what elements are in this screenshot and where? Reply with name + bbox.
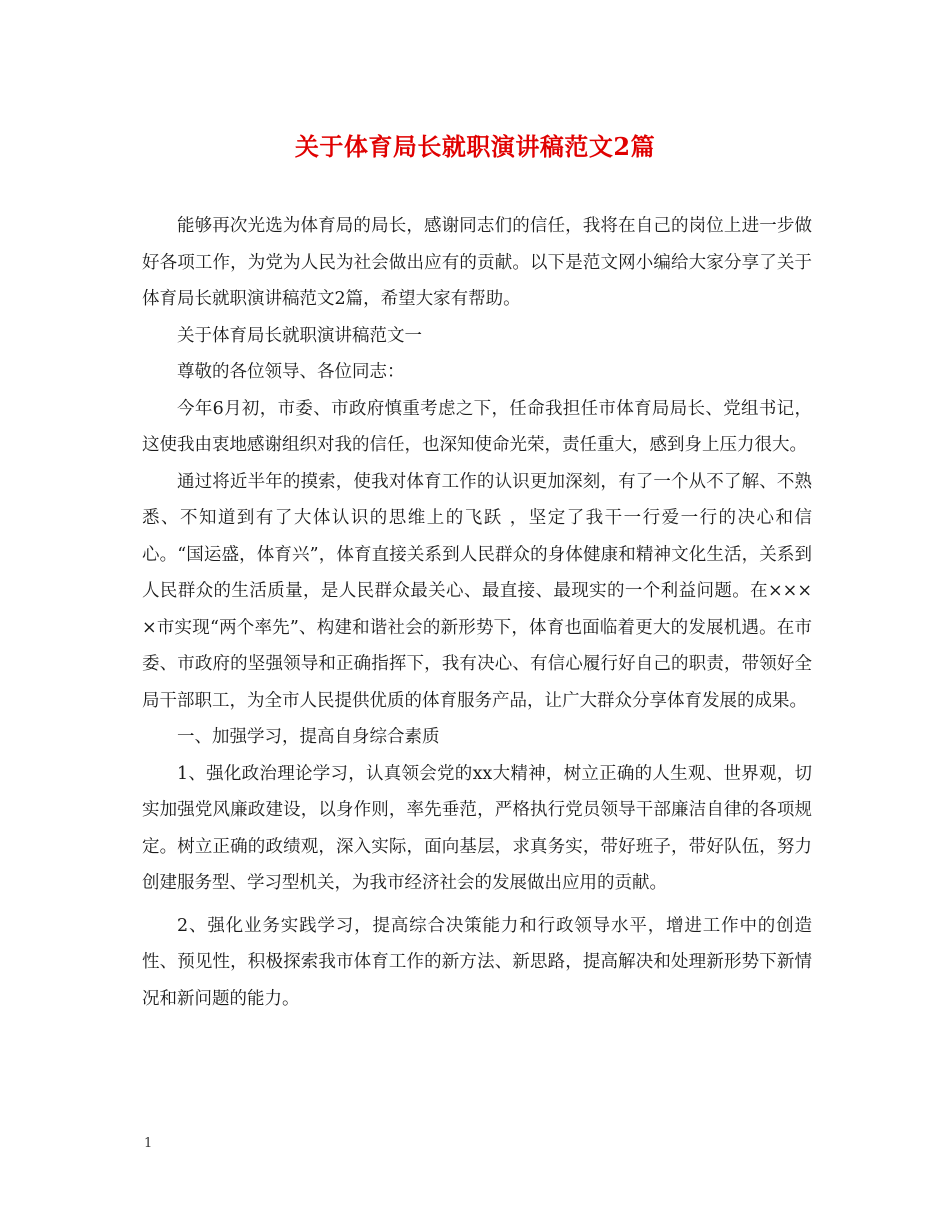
section-heading-study: 一、加强学习，提高自身综合素质 [177, 727, 440, 747]
body-paragraph: 今年6月初，市委、市政府慎重考虑之下，任命我担任市体育局局长、党组书记，这使我由衷地感谢组织对我的信任，也深知使命光荣，责任重大，感到身上压力很大。 [142, 398, 812, 455]
salutation: 尊敬的各位领导、各位同志： [177, 362, 405, 382]
document-body [142, 208, 812, 1017]
document-title: 关于体育局长就职演讲稿范文2篇 [294, 132, 656, 161]
section-heading-speech-one: 关于体育局长就职演讲稿范文一 [177, 325, 422, 346]
list-item-practice-study: 2、强化业务实践学习，提高综合决策能力和行政领导水平，增进工作中的创造性、预见性，积极探索我市体育工作的新方法、新思路，提高解决和处理新形势下新情况和新问题的能力。 [142, 915, 812, 1009]
page-number: 1 [144, 1136, 153, 1151]
intro-paragraph: 能够再次光选为体育局的局长，感谢同志们的信任，我将在自己的岗位上进一步做好各项工作，为党为人民为社会做出应有的贡献。以下是范文网小编给大家分享了关于体育局长就职演讲稿范文2篇，希望大家有帮助。 [142, 216, 812, 309]
list-item-political-study: 1、强化政治理论学习，认真领会党的xx大精神，树立正确的人生观、世界观，切实加强党风廉政建设，以身作则，率先垂范，严格执行党员领导干部廉洁自律的各项规定。树立正确的政绩观，深入实际，面向基层，求真务实，带好班子，带好队伍，努力创建服务型、学习型机关，为我市经济社会的发展做出应用的贡献。 [142, 763, 812, 893]
body-paragraph: 通过将近半年的摸索，使我对体育工作的认识更加深刻，有了一个从不了解、不熟悉、不知道到有了大体认识的思维上的飞跃 ，坚定了我干一行爱一行的决心和信心。“国运盛，体育兴”，体育直接关系到人民群众的身体健康和精神文化生活，关系到人民群众的生活质量，是人民群众最关心、最直接、最现实的一个利益问题。在××××市实现“两个率先”、构建和谐社会的新形势下，体育也面临着更大的发展机遇。在市委、市政府的坚强领导和正确指挥下，我有决心、有信心履行好自己的职责，带领好全局干部职工，为全市人民提供优质的体育服务产品，让广大群众分享体育发展的成果。 [142, 471, 812, 711]
